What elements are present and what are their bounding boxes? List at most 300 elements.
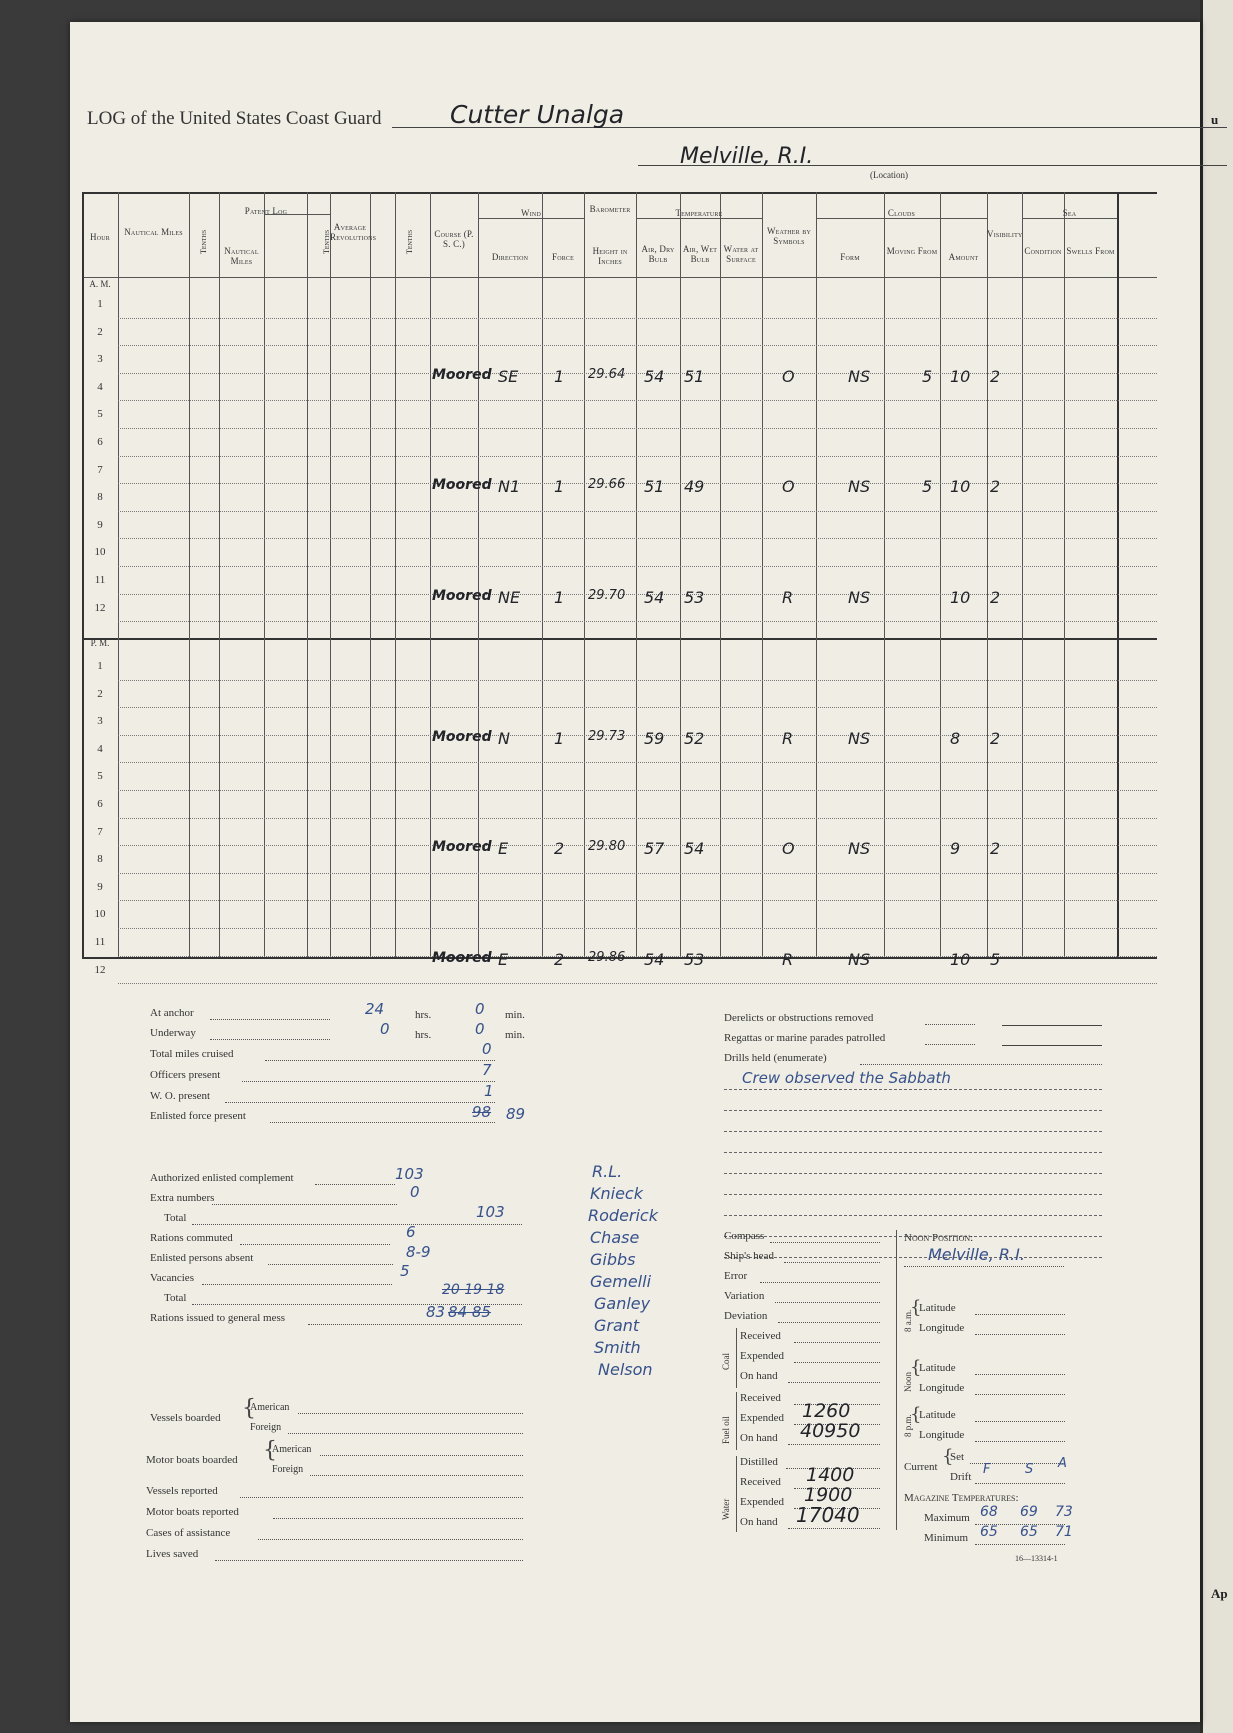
col-amount: Amount	[948, 252, 979, 262]
leader	[192, 1224, 522, 1225]
bracket	[736, 1392, 737, 1450]
col-sea: Sea	[1062, 208, 1077, 218]
obs-visibility: 10	[950, 477, 971, 497]
hour-number: 9	[97, 518, 103, 531]
brace: {	[910, 1404, 922, 1425]
magazine-col-s: S	[1025, 1462, 1034, 1477]
leader	[270, 1122, 495, 1123]
fuel-expended-value: 1260	[802, 1400, 851, 1422]
obs-visibility: 9	[950, 839, 961, 859]
hour-number: 6	[97, 798, 103, 810]
vacancies-value: 5	[400, 1262, 410, 1280]
obs-course: Moored	[432, 477, 492, 494]
leader	[788, 1444, 880, 1445]
absent-name: Chase	[590, 1228, 640, 1247]
obs-dry: 51	[644, 477, 665, 497]
obs-course: Moored	[432, 366, 492, 383]
drills-entry: Crew observed the Sabbath	[742, 1069, 951, 1087]
coal-on-hand-label: On hand	[740, 1370, 778, 1382]
authorized-label: Authorized enlisted complement	[150, 1172, 294, 1184]
column-rule	[1022, 192, 1023, 957]
leader	[202, 1284, 392, 1285]
vessel-name: Cutter Unalga	[450, 100, 625, 129]
obs-form: NS	[848, 587, 871, 607]
water-expended-label: Expended	[740, 1496, 784, 1508]
obs-force: 2	[554, 839, 565, 859]
total-label: Total	[164, 1212, 187, 1224]
hour-number: 3	[97, 715, 103, 728]
column-rule	[330, 192, 331, 957]
hour-number: 3	[97, 353, 103, 366]
leader	[225, 1102, 495, 1103]
absent-name: Smith	[594, 1338, 641, 1357]
set-label: Set	[950, 1451, 965, 1463]
total-value: 103	[476, 1203, 505, 1221]
col-water-surface: Water at Surface	[723, 244, 759, 264]
obs-amount: 5	[922, 366, 933, 386]
obs-wet: 53	[684, 949, 705, 969]
log-title: LOG of the United States Coast Guard	[87, 108, 382, 129]
answer-line	[724, 1194, 1102, 1195]
am-label: A. M.	[89, 279, 111, 289]
water-label: Water	[721, 1498, 731, 1520]
hour-number: 12	[94, 601, 106, 614]
extra-value: 0	[410, 1183, 420, 1201]
row-rule	[118, 735, 1157, 736]
leader	[975, 1334, 1065, 1335]
noon-position-value: Melville, R.I.	[928, 1245, 1025, 1264]
answer-line	[724, 1173, 1102, 1174]
answer-line	[724, 1089, 1102, 1090]
water-received-value: 1400	[806, 1464, 855, 1486]
coal-expended-label: Expended	[740, 1350, 784, 1362]
col-condition: Condition	[1024, 246, 1062, 256]
coal-label: Coal	[721, 1353, 731, 1370]
officers-label: Officers present	[150, 1069, 221, 1081]
obs-form: NS	[848, 839, 871, 859]
column-rule	[264, 192, 265, 957]
hour-number: 10	[94, 546, 106, 559]
col-air-dry: Air, Dry Bulb	[641, 244, 675, 264]
brace: {	[263, 1438, 277, 1463]
authorized-value: 103	[395, 1165, 424, 1183]
answer-line	[724, 1215, 1102, 1216]
leader	[975, 1314, 1065, 1315]
leader	[210, 1039, 330, 1040]
col-air-wet: Air, Wet Bulb	[682, 244, 718, 264]
next-page-fragment-top: u	[1211, 112, 1219, 127]
obs-course: Moored	[432, 839, 492, 856]
magazine-label: Magazine Temperatures:	[904, 1492, 1019, 1504]
obs-direction: SE	[498, 366, 519, 386]
obs-course: Moored	[432, 949, 492, 966]
water-received-label: Received	[740, 1476, 781, 1488]
leader	[975, 1544, 1065, 1545]
ships-head-label: Ship's head	[724, 1250, 774, 1262]
obs-course: Moored	[432, 587, 492, 604]
underway-hrs: 0	[380, 1020, 390, 1038]
header-subrule	[816, 218, 987, 219]
total-miles-value: 0	[482, 1040, 492, 1058]
bracket	[736, 1328, 737, 1388]
officers-value: 7	[482, 1061, 492, 1079]
drills-label: Drills held (enumerate)	[724, 1052, 827, 1064]
col-force: Force	[551, 252, 574, 262]
obs-weather: R	[782, 949, 794, 969]
col-swells-from: Swells From	[1066, 246, 1115, 256]
leader	[770, 1242, 880, 1243]
wo-label: W. O. present	[150, 1090, 211, 1102]
column-rule	[987, 192, 988, 957]
hour-number: 5	[97, 770, 103, 783]
column-rule	[940, 192, 941, 957]
max-s: 69	[1020, 1504, 1038, 1520]
obs-wet: 49	[684, 477, 705, 497]
obs-visibility: 10	[950, 366, 971, 386]
obs-weather: O	[782, 477, 795, 497]
absent-value: 8-9	[406, 1243, 431, 1261]
underway-label: Underway	[150, 1027, 196, 1039]
variation-label: Variation	[724, 1290, 765, 1302]
hour-number: 2	[97, 325, 103, 338]
water-on-hand-label: On hand	[740, 1516, 778, 1528]
water-on-hand-value: 17040	[796, 1503, 860, 1527]
table-border	[82, 192, 1157, 194]
noon-label: Noon	[903, 1372, 913, 1392]
column-rule	[1064, 192, 1065, 957]
derelicts-label: Derelicts or obstructions removed	[724, 1012, 874, 1024]
column-rule	[584, 192, 585, 957]
leader	[310, 1475, 523, 1476]
column-rule	[219, 192, 220, 957]
foreign-label: Foreign	[272, 1464, 304, 1475]
leader	[215, 1560, 523, 1561]
answer-line	[724, 1257, 1102, 1258]
foreign-label: Foreign	[250, 1422, 282, 1433]
leader	[308, 1324, 522, 1325]
column-rule	[636, 192, 637, 957]
enlisted-label: Enlisted force present	[150, 1110, 246, 1122]
obs-force: 1	[554, 366, 565, 386]
leader	[925, 1024, 975, 1025]
row-rule	[118, 873, 1157, 874]
obs-form: NS	[848, 728, 871, 748]
obs-visibility: 10	[950, 949, 971, 969]
col-height-inches: Height in Inches	[592, 246, 628, 266]
col-clouds: Clouds	[887, 208, 916, 218]
leader	[975, 1483, 1065, 1484]
col-tenths: Tenths	[405, 229, 414, 254]
brace: {	[942, 1446, 954, 1467]
hour-number: 7	[97, 463, 103, 476]
fuel-on-hand-label: On hand	[740, 1432, 778, 1444]
leader	[210, 1019, 330, 1020]
at-anchor-label: At anchor	[150, 1007, 194, 1019]
row-rule	[118, 790, 1157, 791]
header-rule	[82, 277, 1157, 278]
obs-barometer: 29.66	[588, 477, 626, 493]
row-rule	[118, 373, 1157, 374]
leader	[794, 1362, 880, 1363]
column-rule	[307, 192, 308, 957]
leader	[904, 1266, 1064, 1267]
bracket	[736, 1456, 737, 1532]
column-rule	[395, 192, 396, 957]
obs-weather: O	[782, 839, 795, 859]
issued-struck: 84 85	[448, 1303, 491, 1321]
leader	[788, 1528, 880, 1529]
leader	[258, 1539, 523, 1540]
obs-form: NS	[848, 477, 871, 497]
row-rule	[118, 483, 1157, 484]
obs-force: 1	[554, 477, 565, 497]
column-rule	[680, 192, 681, 957]
min-f: 65	[980, 1524, 998, 1540]
motor-boats-boarded-label: Motor boats boarded	[146, 1454, 238, 1466]
row-rule	[118, 456, 1157, 457]
leader	[298, 1413, 523, 1414]
obs-condition: 2	[990, 366, 1001, 386]
hour-number: 1	[97, 298, 103, 310]
col-patent-nautical-miles: Nautical Miles	[224, 246, 259, 266]
leader	[268, 1264, 393, 1265]
absent-name: Ganley	[594, 1294, 651, 1313]
min-s: 65	[1020, 1524, 1038, 1540]
col-tenths: Tenths	[199, 229, 208, 254]
obs-wet: 54	[684, 839, 705, 859]
obs-form: NS	[848, 949, 871, 969]
obs-weather: R	[782, 587, 794, 607]
absent-label: Enlisted persons absent	[150, 1252, 254, 1264]
obs-barometer: 29.86	[588, 949, 626, 965]
leader	[975, 1394, 1065, 1395]
fuel-received-label: Received	[740, 1392, 781, 1404]
issued-label: Rations issued to general mess	[150, 1312, 286, 1324]
row-rule	[118, 956, 1157, 957]
issued-value: 83	[426, 1303, 446, 1321]
commuted-value: 6	[406, 1223, 416, 1241]
motor-boats-reported-label: Motor boats reported	[146, 1506, 239, 1518]
col-course: Course (P. S. C.)	[434, 229, 474, 249]
min-label: min.	[505, 1029, 525, 1041]
fuel-on-hand-value: 40950	[800, 1420, 861, 1442]
column-rule	[430, 192, 431, 957]
answer-line	[724, 1110, 1102, 1111]
enlisted-struck: 98	[472, 1103, 492, 1121]
row-rule	[118, 400, 1157, 401]
obs-force: 2	[554, 949, 565, 969]
obs-wet: 53	[684, 587, 705, 607]
obs-force: 1	[554, 587, 565, 607]
hour-number: 1	[97, 660, 103, 672]
hour-number: 4	[97, 380, 103, 393]
total2-label: Total	[164, 1292, 187, 1304]
min-a: 71	[1055, 1524, 1073, 1540]
row-rule	[118, 900, 1157, 901]
leader	[273, 1518, 523, 1519]
obs-form: NS	[848, 366, 871, 386]
absent-name: Grant	[594, 1316, 640, 1335]
header-subrule	[478, 218, 584, 219]
pm-label: P. M.	[90, 638, 110, 648]
col-hour: Hour	[90, 232, 110, 242]
column-rule	[370, 192, 371, 957]
leader	[975, 1441, 1065, 1442]
row-rule	[118, 594, 1157, 595]
log-page	[70, 22, 1200, 1722]
col-wind: Wind	[521, 208, 541, 218]
fuel-oil-label: Fuel oil	[721, 1416, 731, 1444]
leader	[778, 1322, 880, 1323]
leader	[975, 1421, 1065, 1422]
absent-name: Nelson	[598, 1360, 653, 1379]
coal-received-label: Received	[740, 1330, 781, 1342]
absent-name: Roderick	[588, 1206, 658, 1225]
latitude-label: Latitude	[919, 1409, 956, 1421]
magazine-col-f: F	[983, 1462, 991, 1477]
obs-condition: 2	[990, 728, 1001, 748]
col-nautical-miles: Nautical Miles	[124, 227, 183, 237]
at-anchor-hrs: 24	[365, 1000, 385, 1018]
deviation-label: Deviation	[724, 1310, 768, 1322]
answer-line	[724, 1152, 1102, 1153]
max-f: 68	[980, 1504, 998, 1520]
hour-number: 6	[97, 436, 103, 448]
leader	[288, 1433, 523, 1434]
obs-wet: 52	[684, 728, 705, 748]
location-label: (Location)	[870, 170, 908, 180]
fuel-expended-label: Expended	[740, 1412, 784, 1424]
hour-number: 2	[97, 687, 103, 700]
am-pm-rule	[82, 638, 1157, 640]
answer-line	[724, 1131, 1102, 1132]
column-rule	[118, 192, 119, 957]
row-rule	[118, 538, 1157, 539]
header-subrule	[636, 218, 762, 219]
obs-dry: 54	[644, 949, 665, 969]
longitude-label: Longitude	[919, 1429, 965, 1441]
column-rule	[189, 192, 190, 957]
row-rule	[118, 428, 1157, 429]
absent-name: Knieck	[590, 1184, 643, 1203]
absent-name: R.L.	[592, 1162, 623, 1181]
maximum-label: Maximum	[924, 1512, 970, 1524]
column-rule	[1117, 192, 1119, 957]
row-rule	[118, 566, 1157, 567]
leader	[265, 1060, 495, 1061]
obs-condition: 2	[990, 839, 1001, 859]
absent-name: Gibbs	[590, 1250, 636, 1269]
noon-position-label: Noon Position:	[904, 1232, 974, 1244]
absent-name: Gemelli	[590, 1272, 652, 1291]
vessels-reported-label: Vessels reported	[146, 1485, 218, 1497]
col-direction: Direction	[491, 252, 529, 262]
column-rule	[884, 192, 885, 957]
leader	[775, 1302, 880, 1303]
brace: {	[910, 1297, 922, 1318]
hour-number: 8	[97, 853, 103, 866]
col-temperature: Temperature	[675, 208, 723, 218]
col-patent-log: Patent Log	[244, 206, 288, 216]
obs-barometer: 29.73	[588, 728, 626, 744]
next-page-edge	[1200, 0, 1233, 1733]
column-rule	[762, 192, 763, 957]
leader	[860, 1064, 1102, 1065]
leader	[242, 1081, 495, 1082]
distilled-label: Distilled	[740, 1456, 778, 1468]
hour-number: 9	[97, 880, 103, 893]
at-anchor-min: 0	[475, 1000, 485, 1018]
row-rule	[118, 680, 1157, 681]
obs-dry: 57	[644, 839, 665, 859]
leader	[240, 1497, 523, 1498]
latitude-label: Latitude	[919, 1302, 956, 1314]
magazine-col-a: A	[1058, 1456, 1067, 1471]
obs-force: 1	[554, 728, 565, 748]
hrs-label: hrs.	[415, 1029, 432, 1041]
min-label: min.	[505, 1009, 525, 1021]
obs-course: Moored	[432, 728, 492, 745]
divider	[896, 1230, 897, 1530]
location-value: Melville, R.I.	[680, 144, 814, 169]
leader	[788, 1382, 880, 1383]
extra-label: Extra numbers	[150, 1192, 215, 1204]
obs-direction: N	[498, 728, 510, 748]
obs-condition: 5	[990, 949, 1001, 969]
obs-wet: 51	[684, 366, 705, 386]
column-rule	[720, 192, 721, 957]
brace: {	[242, 1396, 256, 1421]
leader	[320, 1455, 523, 1456]
row-rule	[118, 762, 1157, 763]
vessels-boarded-label: Vessels boarded	[150, 1412, 221, 1424]
col-avg-revolutions: Average Revolutions	[330, 222, 377, 242]
row-rule	[118, 511, 1157, 512]
longitude-label: Longitude	[919, 1322, 965, 1334]
row-rule	[118, 818, 1157, 819]
row-rule	[118, 707, 1157, 708]
enlisted-value: 89	[506, 1105, 526, 1123]
column-rule	[816, 192, 817, 957]
obs-condition: 2	[990, 587, 1001, 607]
header-subrule	[1022, 218, 1117, 219]
obs-direction: N1	[498, 477, 521, 497]
obs-barometer: 29.80	[588, 839, 626, 855]
obs-weather: R	[782, 728, 794, 748]
obs-weather: O	[782, 366, 795, 386]
vacancies-label: Vacancies	[150, 1272, 194, 1284]
obs-dry: 54	[644, 587, 665, 607]
column-rule	[542, 192, 543, 957]
obs-direction: E	[498, 839, 509, 859]
hour-number: 11	[94, 936, 106, 948]
hour-number: 12	[94, 963, 106, 976]
hour-number: 4	[97, 742, 103, 755]
next-page-fragment-bottom: Ap	[1211, 1586, 1228, 1601]
leader	[925, 1044, 975, 1045]
leader	[794, 1342, 880, 1343]
underway-min: 0	[475, 1020, 485, 1038]
row-rule	[118, 928, 1157, 929]
obs-condition: 2	[990, 477, 1001, 497]
row-rule	[118, 983, 1157, 984]
hour-number: 10	[94, 908, 106, 921]
col-tenths: Tenths	[322, 229, 331, 254]
row-rule	[118, 345, 1157, 346]
hour-number: 8	[97, 491, 103, 504]
total-miles-label: Total miles cruised	[150, 1048, 234, 1060]
hour-number: 7	[97, 825, 103, 838]
